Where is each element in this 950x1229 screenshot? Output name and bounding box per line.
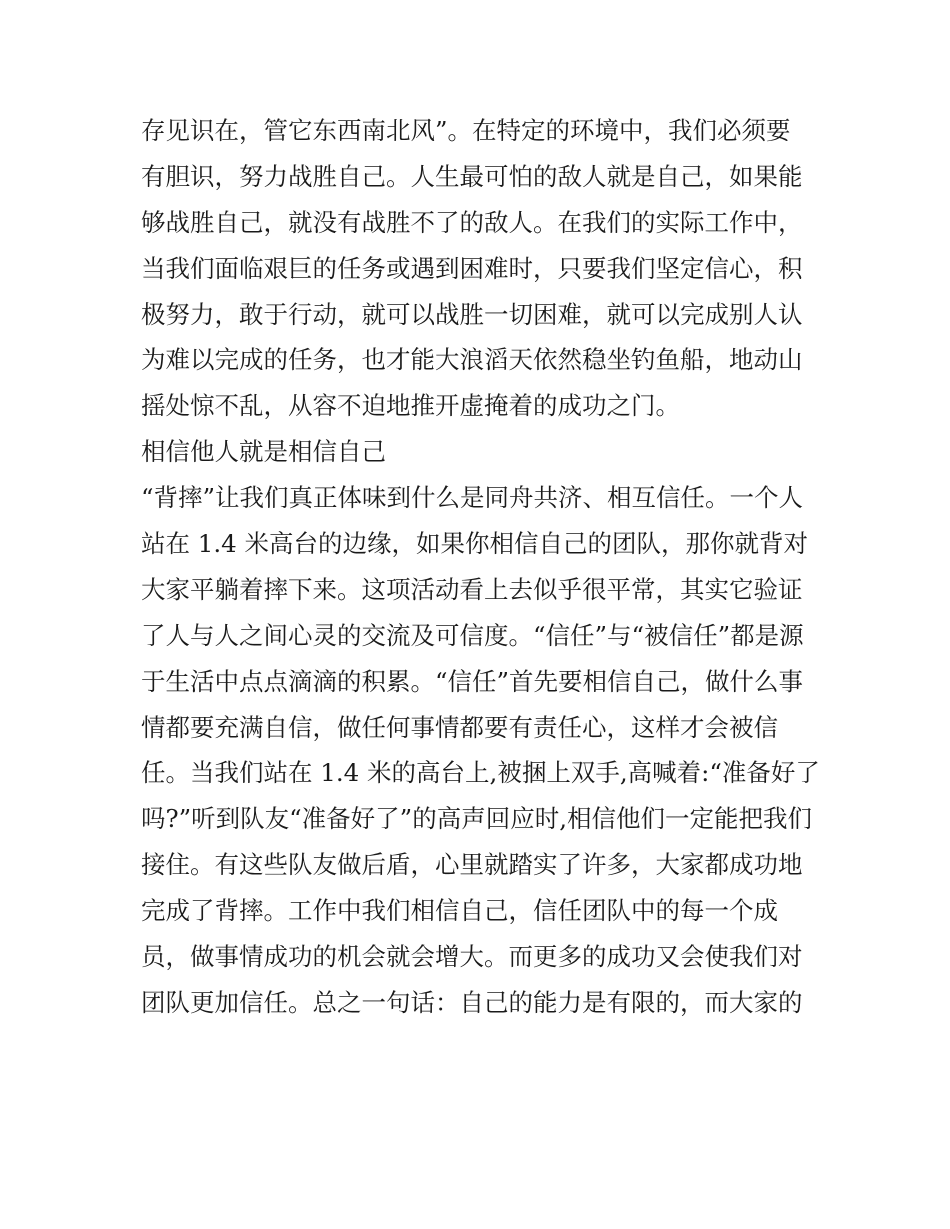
body-text — [141, 108, 821, 1026]
text-line: 够战胜自己，就没有战胜不了的敌人。在我们的实际工作中， — [141, 207, 803, 237]
text-line: 大家平躺着摔下来。这项活动看上去似乎很平常，其实它验证 — [141, 574, 803, 604]
text-line: 员，做事情成功的机会就会增大。而更多的成功又会使我们对 — [141, 942, 803, 972]
text-line: 摇处惊不乱，从容不迫地推开虚掩着的成功之门。 — [141, 391, 680, 421]
section-heading: 相信他人就是相信自己 — [141, 437, 386, 467]
text-line: 为难以完成的任务，也才能大浪滔天依然稳坐钓鱼船，地动山 — [141, 345, 803, 375]
text-line: 完成了背摔。工作中我们相信自己，信任团队中的每一个成 — [141, 896, 778, 926]
text-line: 当我们面临艰巨的任务或遇到困难时，只要我们坚定信心，积 — [141, 253, 803, 283]
text-line: 存见识在，管它东西南北风”。在特定的环境中，我们必须要 — [141, 116, 791, 145]
text-line: 有胆识，努力战胜自己。人生最可怕的敌人就是自己，如果能 — [141, 161, 803, 191]
text-line: 吗?”听到队友“准备好了”的高声回应时,相信他们一定能把我们 — [141, 804, 812, 834]
text-line: 情都要充满自信，做任何事情都要有责任心，这样才会被信 — [141, 712, 778, 742]
text-line: 了人与人之间心灵的交流及可信度。“信任”与“被信任”都是源 — [141, 620, 804, 650]
text-line: 极努力，敢于行动，就可以战胜一切困难，就可以完成别人认 — [141, 299, 803, 329]
text-line: 团队更加信任。总之一句话：自己的能力是有限的，而大家的 — [141, 987, 803, 1017]
text-line: 于生活中点点滴滴的积累。“信任”首先要相信自己，做什么事 — [141, 666, 804, 696]
text-line: 接住。有这些队友做后盾，心里就踏实了许多，大家都成功地 — [141, 850, 803, 880]
text-line: 站在 1.4 米高台的边缘，如果你相信自己的团队，那你就背对 — [141, 529, 809, 559]
text-line: 任。当我们站在 1.4 米的高台上,被捆上双手,高喊着:“准备好了 — [141, 758, 820, 788]
text-line: “背摔”让我们真正体味到什么是同舟共济、相互信任。一个人 — [141, 483, 804, 513]
